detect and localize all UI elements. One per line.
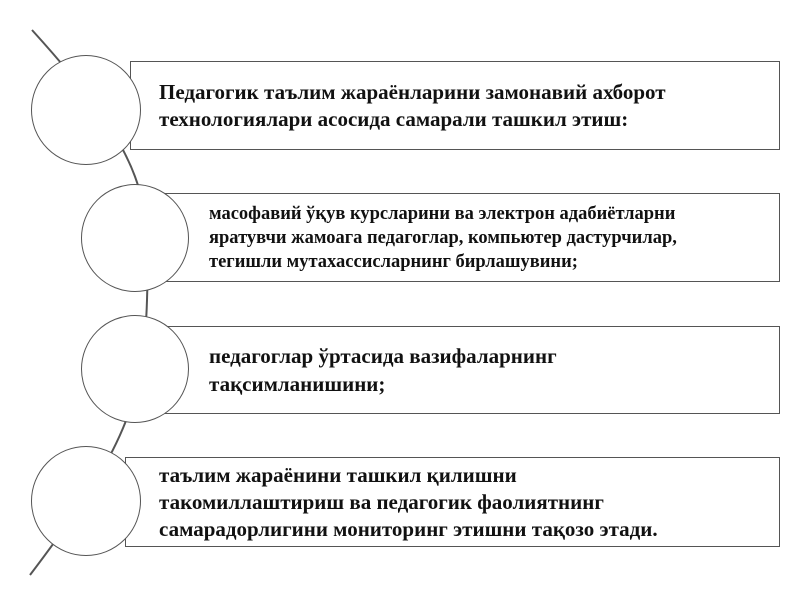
bullet-circle-4 [31,446,141,556]
item-text-2: масофавий ўқув курсларини ва электрон адабиётларни яратувчи жамоага педагоглар, компьютер дастурчилар, тегишли мутахассисларнинг бирлашувини; [209,203,677,272]
item-text-1: Педагогик таълим жараёнларини замонавий ахборот технологиялари асосида самарали ташкил этиш: [159,79,666,131]
item-box-1 [130,61,780,150]
item-text-4: таълим жараёнини ташкил қилишни такомиллаштириш ва педагогик фаолиятнинг самарадорлигини мониторинг этишни тақозо этади. [159,462,658,541]
bullet-circle-3 [81,315,189,423]
item-box-3 [160,326,780,414]
bullet-circle-2 [81,184,189,292]
item-box-4 [125,457,780,547]
item-box-2 [160,193,780,282]
bullet-circle-1 [31,55,141,165]
item-text-3: педагоглар ўртасида вазифаларнинг тақсимланишини; [209,344,557,396]
